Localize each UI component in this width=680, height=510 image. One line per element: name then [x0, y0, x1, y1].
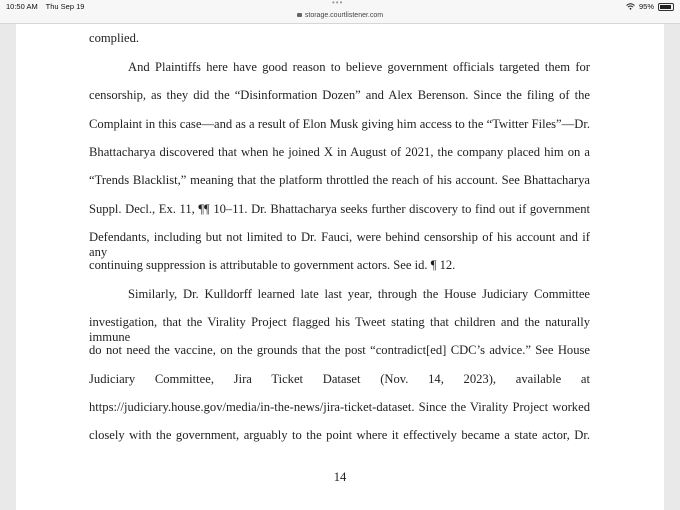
status-bar [0, 0, 680, 12]
text-line: Defendants, including but not limited to Dr. Fauci, were behind censorship of his account and if any [89, 230, 590, 259]
status-time-date [6, 2, 90, 11]
text-line: investigation, that the Virality Project flagged his Tweet stating that children and the naturally immune [89, 315, 590, 344]
text-line: https://judiciary.house.gov/media/in-the-news/jira-ticket-dataset. Since the Virality Project worked [89, 400, 590, 414]
address-bar[interactable] [0, 12, 680, 24]
multitasking-dots-icon[interactable]: ••• [332, 0, 344, 7]
status-indicators [626, 2, 674, 11]
text-line: Judiciary Committee, Jira Ticket Dataset (Nov. 14, 2023), available at [89, 372, 590, 386]
url-text: storage.courtlistener.com [304, 12, 384, 19]
text-line: Suppl. Decl., Ex. 11, ¶¶ 10–11. Dr. Bhattacharya seeks further discovery to find out if government [89, 202, 590, 216]
status-date: Thu Sep 19 [45, 2, 85, 11]
wifi-icon [626, 3, 635, 10]
text-line: do not need the vaccine, on the grounds that the post “contradict[ed] CDC’s advice.” See House [89, 343, 590, 357]
text-line: Bhattacharya discovered that when he joined X in August of 2021, the company placed him on a [89, 145, 590, 159]
text-line: censorship, as they did the “Disinformation Dozen” and Alex Berenson. Since the filing of the [89, 88, 590, 102]
battery-percent: 95% [638, 2, 654, 11]
url-display[interactable] [0, 12, 680, 19]
text-line: Similarly, Dr. Kulldorff learned late last year, through the House Judiciary Committee [128, 287, 590, 301]
status-time: 10:50 AM [6, 2, 38, 11]
battery-icon [658, 3, 674, 11]
document-page [16, 24, 664, 510]
text-line: Complaint in this case—and as a result of Elon Musk giving him access to the “Twitter Files”—Dr. [89, 117, 590, 131]
text-line: And Plaintiffs here have good reason to believe government officials targeted them for [128, 60, 590, 74]
text-line: continuing suppression is attributable to government actors. See id. ¶ 12. [89, 258, 456, 272]
lock-icon [297, 13, 302, 17]
page-number: 14 [333, 470, 347, 484]
text-line: closely with the government, arguably to the point where it effectively became a state actor, Dr. [89, 428, 590, 442]
text-line: complied. [89, 31, 140, 45]
text-line: “Trends Blacklist,” meaning that the platform throttled the reach of his account. See Bhattacharya [89, 173, 590, 187]
